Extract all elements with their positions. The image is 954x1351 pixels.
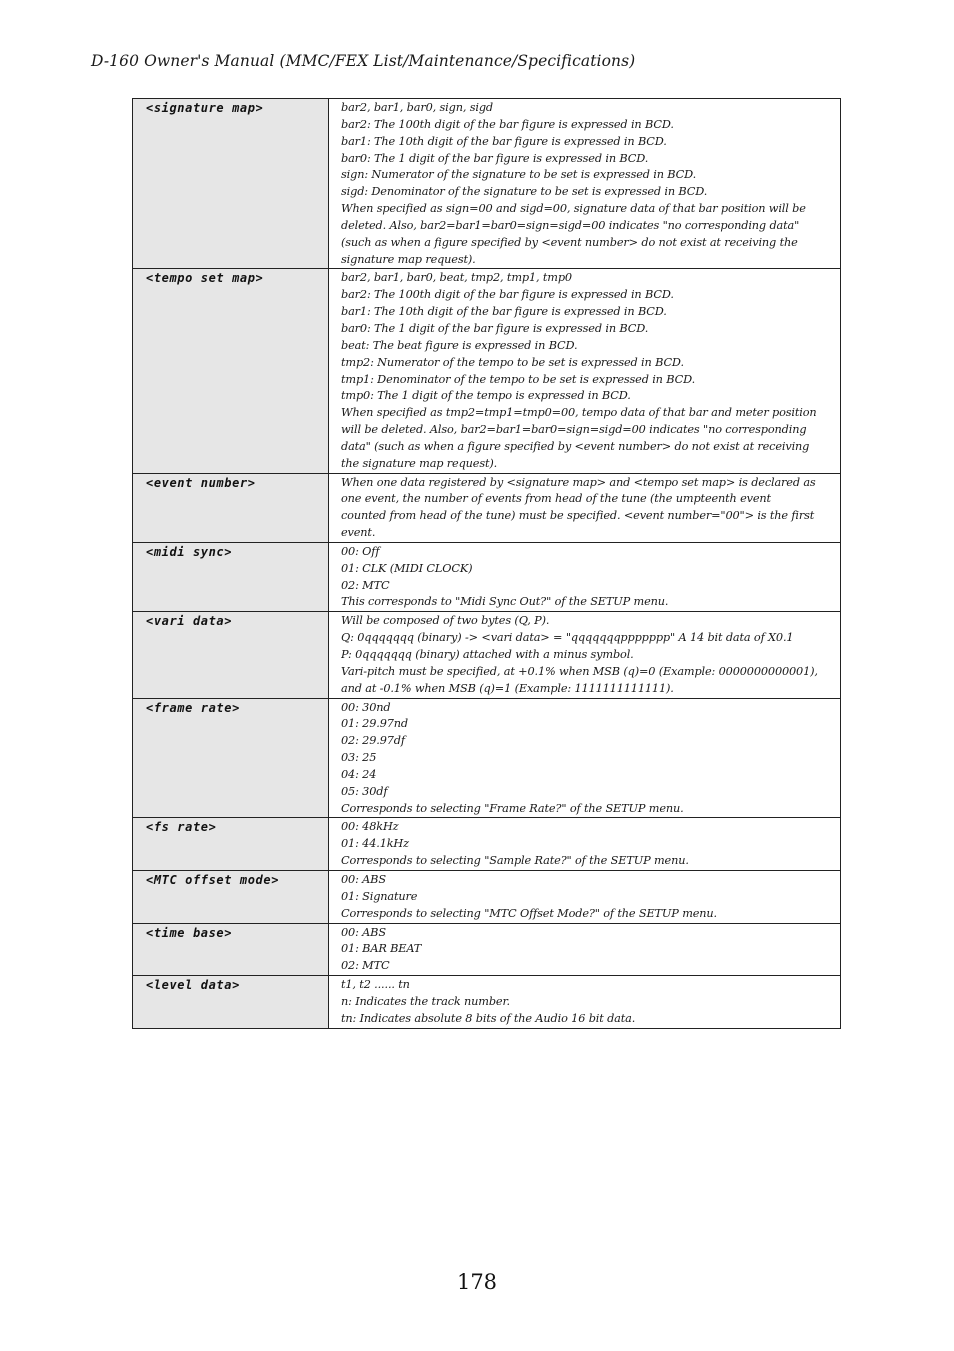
description-line: data" (such as when a figure specified by <event number> do not exist at receiving xyxy=(341,439,810,453)
description-line: tmp1: Denominator of the tempo to be set is expressed in BCD. xyxy=(341,372,696,386)
description-line: When one data registered by <signature map> and <tempo set map> is declared as xyxy=(341,475,816,489)
description-line: (such as when a figure specified by <event number> do not exist at receiving the xyxy=(341,235,798,249)
description-line: sign: Numerator of the signature to be set is expressed in BCD. xyxy=(341,168,697,182)
description-line: and at -0.1% when MSB (q)=1 (Example: 1111111111111). xyxy=(341,681,674,695)
description-line: 00: 30nd xyxy=(341,700,391,714)
description-line: Q: 0qqqqqqq (binary) -> <vari data> = "qqqqqqqppppppp" A 14 bit data of X0.1 xyxy=(341,631,794,645)
description-line: 00: Off xyxy=(341,544,380,558)
table-row xyxy=(133,542,841,611)
description-line: 05: 30df xyxy=(341,784,388,798)
parameter-description xyxy=(329,99,841,269)
table-row xyxy=(133,923,841,976)
description-line: bar2, bar1, bar0, sign, sigd xyxy=(341,101,493,114)
parameter-name: <signature map> xyxy=(133,99,329,269)
parameter-name: <vari data> xyxy=(133,612,329,698)
parameter-name: <time base> xyxy=(133,923,329,976)
description-line: Corresponds to selecting "Frame Rate?" of the SETUP menu. xyxy=(341,801,684,815)
parameter-description xyxy=(329,269,841,473)
parameter-name: <MTC offset mode> xyxy=(133,870,329,923)
description-line: bar0: The 1 digit of the bar figure is expressed in BCD. xyxy=(341,321,649,335)
description-line: Corresponds to selecting "MTC Offset Mode?" of the SETUP menu. xyxy=(341,906,717,920)
table-row xyxy=(133,473,841,542)
description-line: one event, the number of events from head of the tune (the umpteenth event xyxy=(341,492,771,506)
parameter-name: <tempo set map> xyxy=(133,269,329,473)
description-line: 01: BAR BEAT xyxy=(341,942,422,956)
description-line: bar1: The 10th digit of the bar figure is expressed in BCD. xyxy=(341,305,667,319)
description-line: sigd: Denominator of the signature to be set is expressed in BCD. xyxy=(341,185,708,199)
parameter-name: <level data> xyxy=(133,976,329,1029)
description-line: bar2, bar1, bar0, beat, tmp2, tmp1, tmp0 xyxy=(341,271,572,285)
description-line: 01: 44.1kHz xyxy=(341,837,409,851)
description-line: bar2: The 100th digit of the bar figure is expressed in BCD. xyxy=(341,288,674,302)
table-row xyxy=(133,698,841,818)
parameter-description xyxy=(329,923,841,976)
page-number: 178 xyxy=(456,1270,498,1294)
page-header-title: D-160 Owner's Manual (MMC/FEX List/Maintenance/Specifications) xyxy=(91,52,636,70)
description-line: bar1: The 10th digit of the bar figure is expressed in BCD. xyxy=(341,134,667,148)
description-line: 01: 29.97nd xyxy=(341,717,408,731)
parameter-description xyxy=(329,870,841,923)
description-line: P: 0qqqqqqq (binary) attached with a minus symbol. xyxy=(341,648,634,661)
description-line: will be deleted. Also, bar2=bar1=bar0=sign=sigd=00 indicates "no corresponding xyxy=(341,423,807,437)
description-line: 03: 25 xyxy=(341,751,377,765)
parameter-name: <event number> xyxy=(133,473,329,542)
table-row xyxy=(133,976,841,1029)
parameter-description xyxy=(329,818,841,871)
parameter-description xyxy=(329,698,841,818)
description-line: This corresponds to "Midi Sync Out?" of the SETUP menu. xyxy=(341,595,669,609)
description-line: 01: CLK (MIDI CLOCK) xyxy=(341,561,473,575)
table-row xyxy=(133,612,841,698)
description-line: tmp0: The 1 digit of the tempo is expressed in BCD. xyxy=(341,389,631,403)
description-line: 00: ABS xyxy=(341,925,386,939)
description-line: Will be composed of two bytes (Q, P). xyxy=(341,614,550,628)
description-line: 04: 24 xyxy=(341,767,377,781)
table-row xyxy=(133,818,841,871)
description-line: 01: Signature xyxy=(341,889,418,903)
table-row xyxy=(133,269,841,473)
description-line: tmp2: Numerator of the tempo to be set is expressed in BCD. xyxy=(341,355,684,369)
parameter-description xyxy=(329,542,841,611)
table-row xyxy=(133,870,841,923)
description-line: tn: Indicates absolute 8 bits of the Audio 16 bit data. xyxy=(341,1011,636,1025)
description-line: event. xyxy=(341,526,376,540)
parameter-description xyxy=(329,976,841,1029)
description-line: 00: ABS xyxy=(341,872,386,886)
parameter-description xyxy=(329,473,841,542)
description-line: 00: 48kHz xyxy=(341,820,399,834)
description-line: When specified as sign=00 and sigd=00, signature data of that bar position will be xyxy=(341,202,806,216)
parameter-table-body xyxy=(133,99,841,1029)
description-line: counted from head of the tune) must be specified. <event number="00"> is the first xyxy=(341,509,815,523)
description-line: Vari-pitch must be specified, at +0.1% when MSB (q)=0 (Example: 0000000000001), xyxy=(341,664,818,678)
parameter-name: <frame rate> xyxy=(133,698,329,818)
parameter-name: <fs rate> xyxy=(133,818,329,871)
description-line: When specified as tmp2=tmp1=tmp0=00, tempo data of that bar and meter position xyxy=(341,406,817,420)
table-row xyxy=(133,99,841,269)
description-line: 02: MTC xyxy=(341,959,390,973)
description-line: signature map request). xyxy=(341,252,476,266)
description-line: n: Indicates the track number. xyxy=(341,994,510,1008)
parameter-table xyxy=(132,98,841,1029)
description-line: Corresponds to selecting "Sample Rate?" of the SETUP menu. xyxy=(341,854,689,868)
description-line: the signature map request). xyxy=(341,456,498,470)
description-line: bar2: The 100th digit of the bar figure is expressed in BCD. xyxy=(341,117,674,131)
description-line: t1, t2 ...... tn xyxy=(341,978,410,992)
parameter-name: <midi sync> xyxy=(133,542,329,611)
description-line: deleted. Also, bar2=bar1=bar0=sign=sigd=00 indicates "no corresponding data" xyxy=(341,218,800,232)
parameter-description xyxy=(329,612,841,698)
description-line: beat: The beat figure is expressed in BCD. xyxy=(341,338,578,352)
description-line: bar0: The 1 digit of the bar figure is expressed in BCD. xyxy=(341,151,649,165)
description-line: 02: MTC xyxy=(341,578,390,592)
description-line: 02: 29.97df xyxy=(341,734,405,748)
